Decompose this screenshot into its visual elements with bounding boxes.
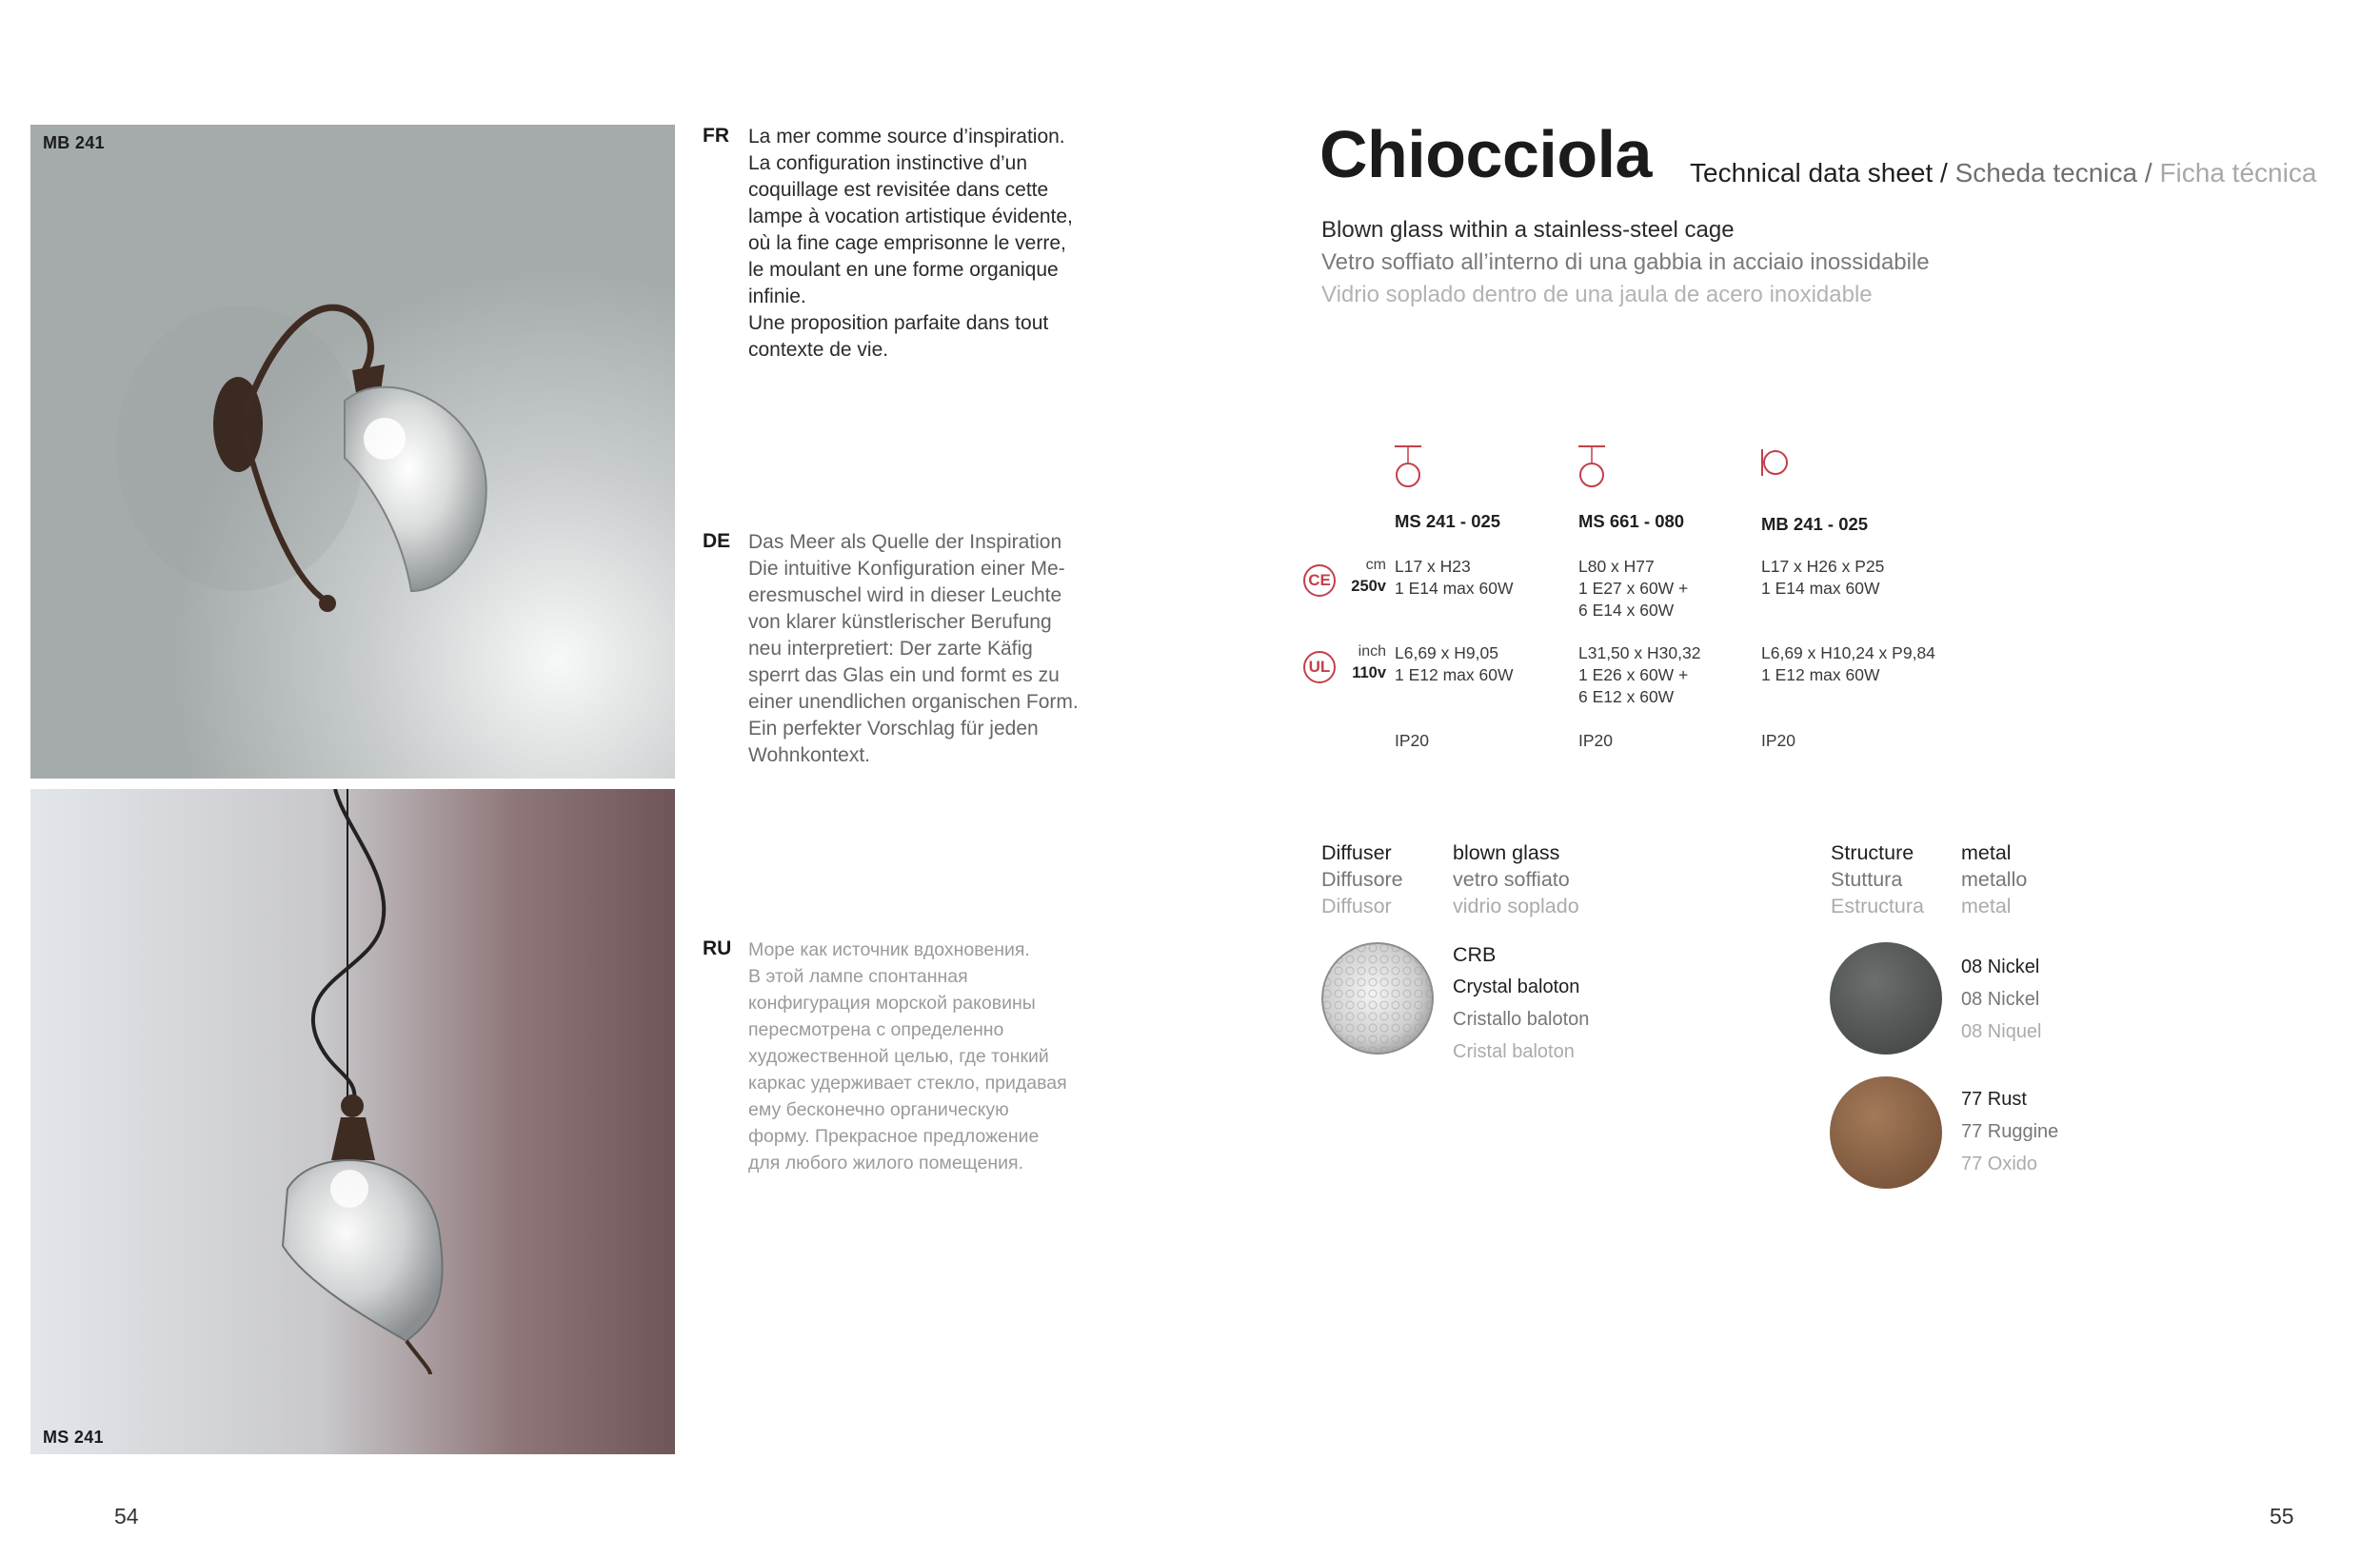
spec-inch-2: L31,50 x H30,32 1 E26 x 60W + 6 E12 x 60W: [1578, 643, 1701, 706]
unit-inch: inch: [1358, 643, 1386, 660]
ip-rating-3: IP20: [1761, 731, 1795, 750]
description-de: Das Meer als Quelle der Inspiration Die intuitive Konfiguration einer Me- eresmuschel wird in dieser Leuchte von klarer künstlerischer Berufung neu interpretiert: Der zarte Käfig sperrt das Glas ein und formt es zu einer unendlichen organischen Form. Ein perfekter Vorschlag für jeden Wohnkontext.: [748, 531, 1079, 766]
subtitle-separator: /: [1933, 158, 1955, 187]
swatch-crystal-baloton: [1321, 942, 1434, 1055]
page-subtitle: [1690, 158, 2316, 188]
ce-mark-icon: CE: [1303, 564, 1336, 597]
finish-nickel: 08 Nickel 08 Nickel 08 Niquel: [1961, 956, 2042, 1042]
model-code-1: MS 241 - 025: [1395, 511, 1501, 531]
pendant-icon: [1393, 444, 1423, 491]
pendant-icon: [1577, 444, 1607, 491]
diffuser-values: blown glass vetro soffiato vidrio soplado: [1453, 841, 1579, 917]
spec-inch-3: L6,69 x H10,24 x P9,84 1 E12 max 60W: [1761, 643, 1935, 684]
spec-cm-1: L17 x H23 1 E14 max 60W: [1395, 557, 1514, 598]
finish-rust: 77 Rust 77 Ruggine 77 Oxido: [1961, 1089, 2059, 1174]
page-number-right: 55: [2270, 1504, 2294, 1528]
description-ru: Море как источник вдохновения. В этой лампе спонтанная конфигурация морской раковины пересмотрена с определенно художественной целью, где тонкий каркас удерживает стекло, придавая ему бесконечно органическую форму. Прекрасное предложение для любого жилого помещения.: [748, 939, 1067, 1173]
ip-rating-1: IP20: [1395, 731, 1429, 750]
wall-lamp-photo: [30, 125, 675, 779]
spec-inch-1: L6,69 x H9,05 1 E12 max 60W: [1395, 643, 1514, 684]
ul-mark-icon: UL: [1303, 651, 1336, 683]
structure-labels: Structure Stuttura Estructura: [1831, 841, 1924, 917]
voltage-110v: 110v: [1352, 664, 1386, 681]
page-title: Chiocciola: [1319, 117, 1652, 191]
unit-cm: cm: [1365, 557, 1386, 573]
swatch-rust: [1830, 1076, 1942, 1189]
voltage-250v: 250v: [1351, 578, 1386, 595]
subtitle-separator: /: [2137, 158, 2160, 187]
lang-code-ru: RU: [703, 937, 732, 959]
lang-code-de: DE: [703, 530, 731, 552]
description-en: Blown glass within a stainless-steel cage: [1321, 217, 1735, 243]
diffuser-labels: Diffuser Diffusore Diffusor: [1321, 841, 1403, 917]
ip-rating-2: IP20: [1578, 731, 1613, 750]
photo-label-bottom: MS 241: [43, 1428, 104, 1447]
spec-cm-2: L80 x H77 1 E27 x 60W + 6 E14 x 60W: [1578, 557, 1689, 620]
description-fr: La mer comme source d’inspiration. La configuration instinctive d’un coquillage est revisitée dans cette lampe à vocation artistique évidente, où la fine cage emprisonne le verre, le moulant en une forme organique infinie. Une proposition parfaite dans tout contexte de vie.: [748, 126, 1073, 361]
photo-label-top: MB 241: [43, 133, 105, 152]
wall-lamp-icon: [1759, 447, 1792, 480]
finish-crb: CRB Crystal baloton Cristallo baloton Cristal baloton: [1453, 943, 1590, 1062]
model-code-3: MB 241 - 025: [1761, 514, 1869, 534]
swatch-nickel: [1830, 942, 1942, 1055]
spec-cm-3: L17 x H26 x P25 1 E14 max 60W: [1761, 557, 1885, 598]
model-code-2: MS 661 - 080: [1578, 511, 1685, 531]
lang-code-fr: FR: [703, 125, 729, 147]
description-es: Vidrio soplado dentro de una jaula de acero inoxidable: [1321, 282, 1873, 307]
description-it: Vetro soffiato all’interno di una gabbia in acciaio inossidabile: [1321, 249, 1930, 275]
subtitle-it: Scheda tecnica: [1954, 158, 2138, 187]
page-number-left: 54: [114, 1504, 139, 1528]
subtitle-en: Technical data sheet: [1690, 158, 1934, 187]
subtitle-es: Ficha técnica: [2159, 158, 2317, 187]
pendant-lamp-photo: [30, 789, 675, 1454]
structure-values: metal metallo metal: [1961, 841, 2028, 917]
